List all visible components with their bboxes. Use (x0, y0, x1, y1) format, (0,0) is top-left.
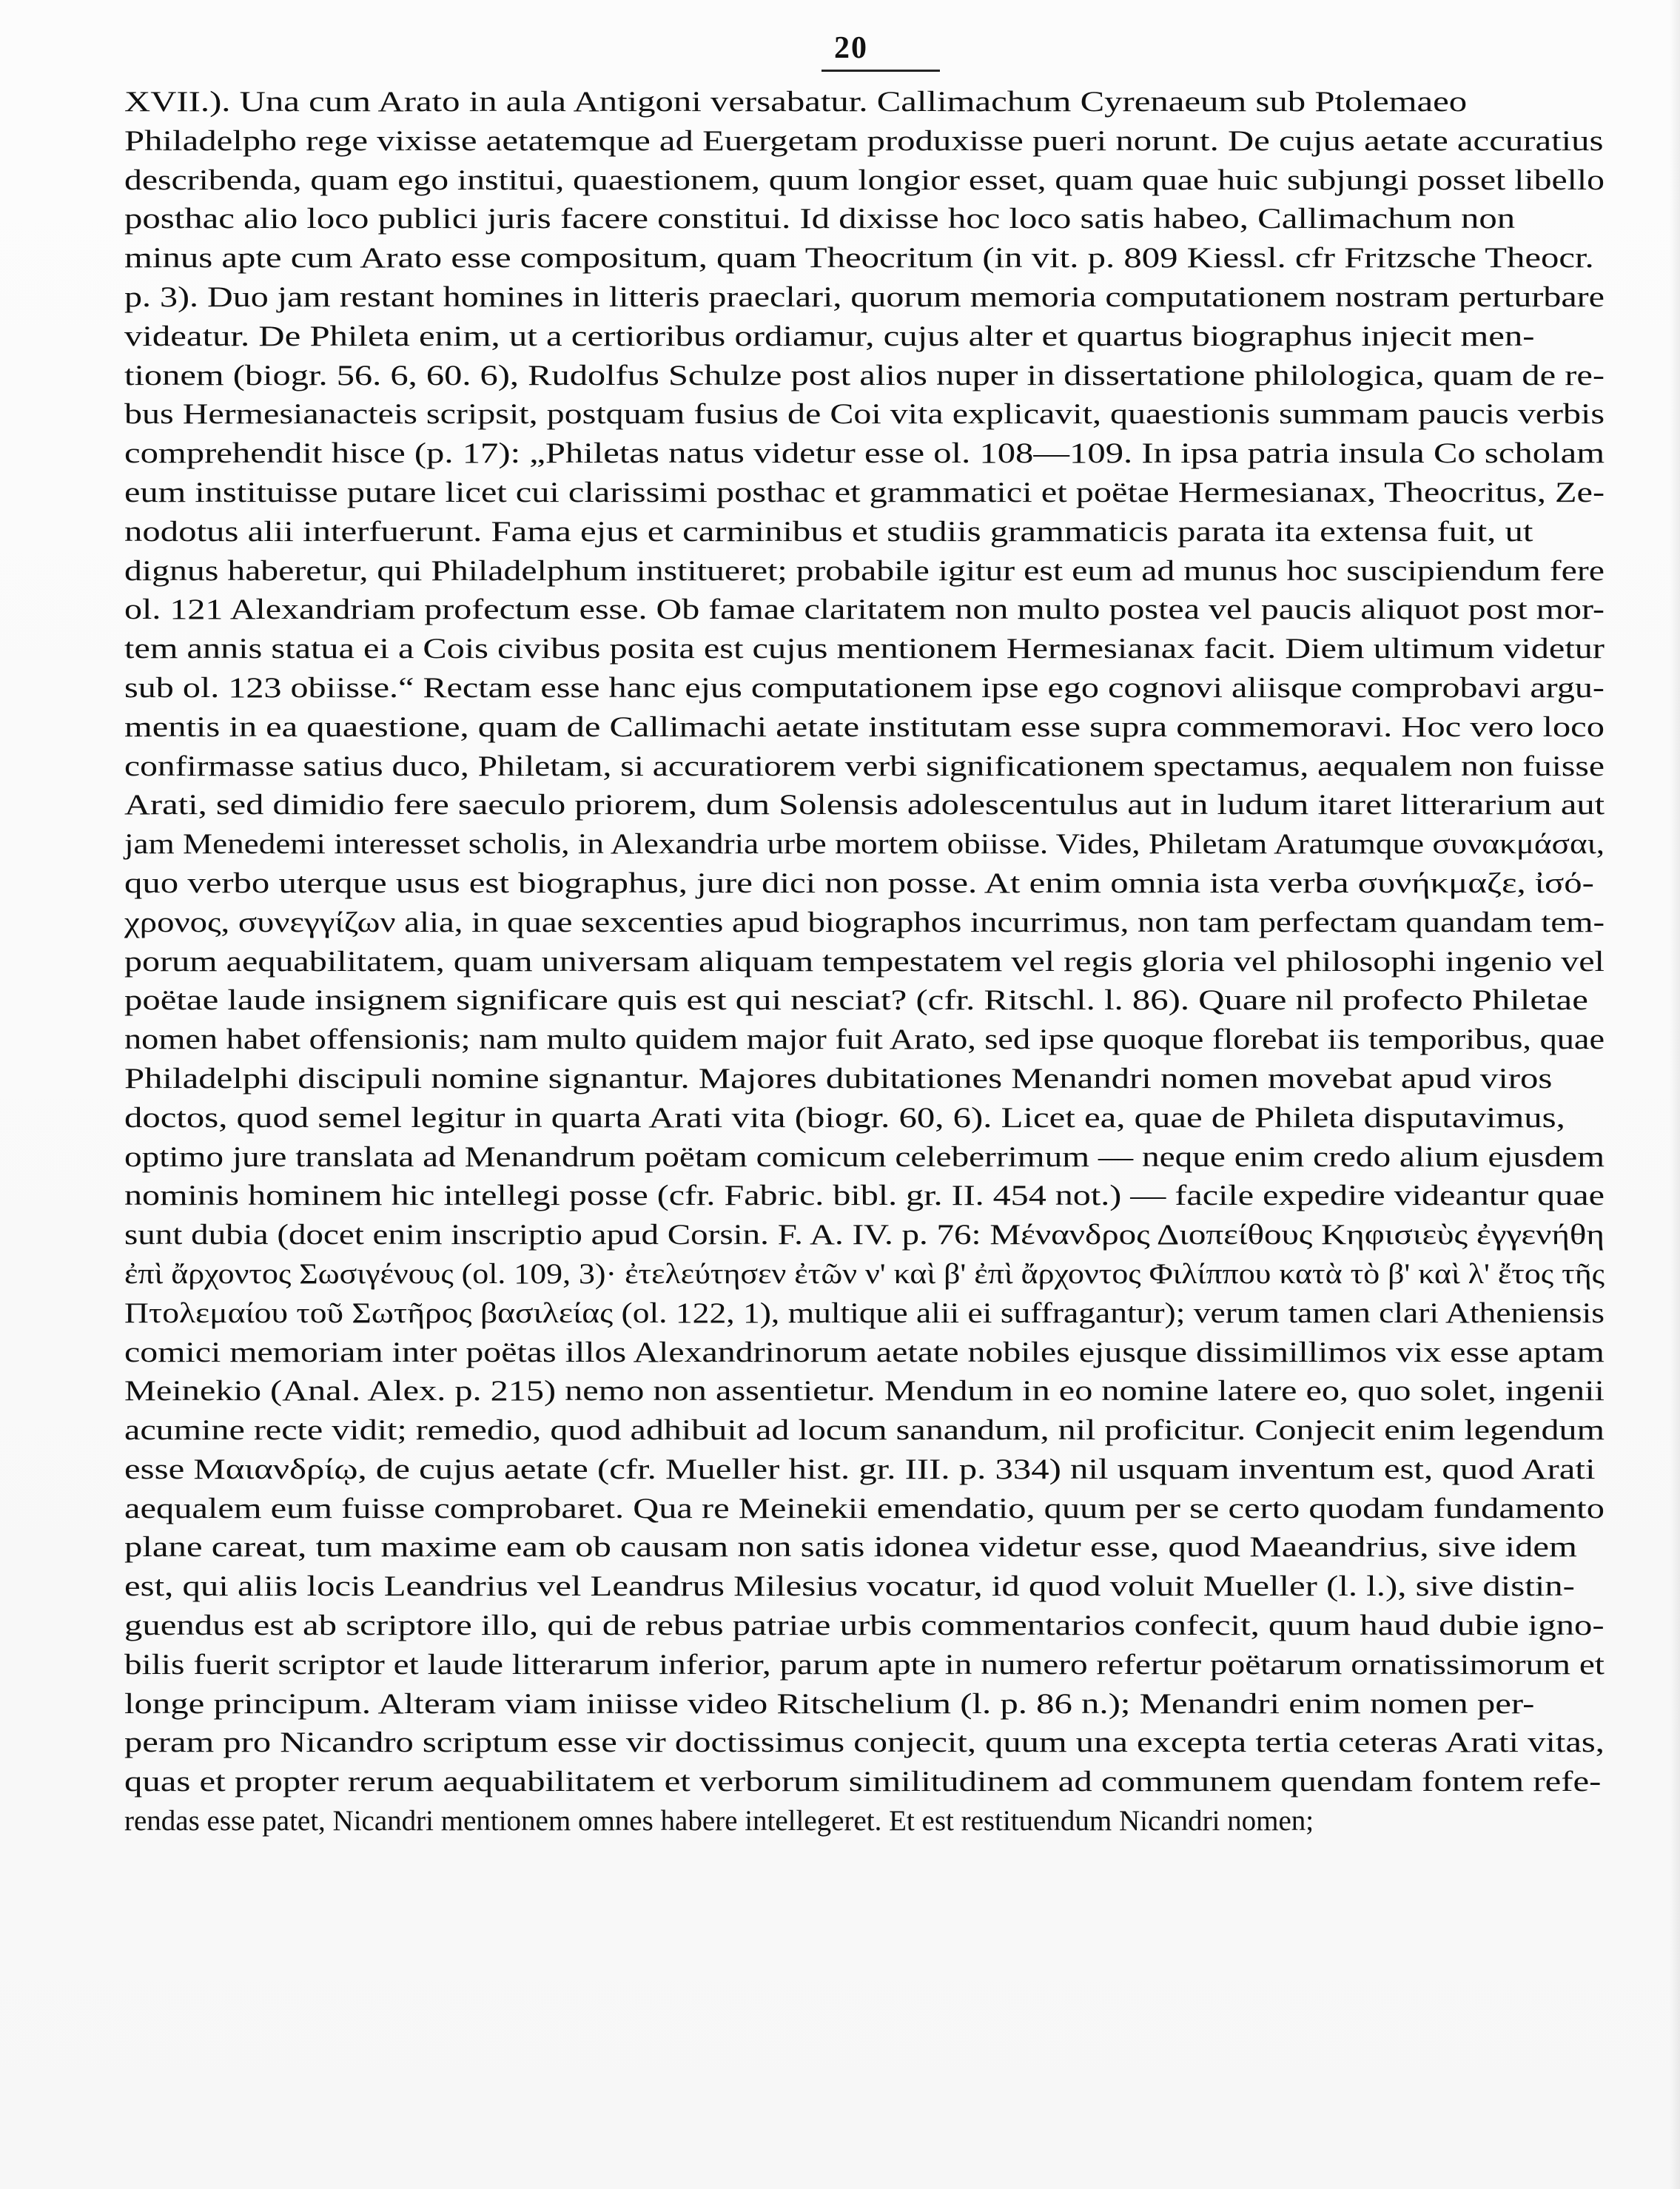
text-line-content: tionem (biogr. 56. 6, 60. 6), Rudolfus Schulze post alios nuper in dissertatione philologica, quam de re- (124, 359, 1605, 391)
text-line (124, 1060, 1619, 1099)
text-line (124, 786, 1619, 825)
text-line (124, 1685, 1619, 1724)
text-line-content: guendus est ab scriptore illo, qui de rebus patriae urbis commentarios confecit, quum haud dubie igno- (124, 1610, 1605, 1642)
text-line-content: porum aequabilitatem, quam universam aliquam tempestatem vel regis gloria vel philosophi ingenio vel (124, 945, 1605, 978)
text-line-content: sub ol. 123 obiisse.“ Rectam esse hanc ejus computationem ipse ego cognovi aliisque comprobavi argu- (124, 671, 1605, 704)
text-line (124, 981, 1619, 1020)
text-line-content: quo verbo uterque usus est biographus, jure dici non posse. At enim omnia ista verba συνήκμαζε, ἰσό- (124, 867, 1594, 899)
text-line-content: confirmasse satius duco, Philetam, si accuratiorem verbi significationem spectamus, aequalem non fuisse (124, 750, 1605, 782)
text-line (124, 434, 1619, 474)
text-line-content: mentis in ea quaestione, quam de Callimachi aetate institutam esse supra commemoravi. Hoc vero loco (124, 710, 1605, 743)
text-line-content: nodotus alii interfuerunt. Fama ejus et carminibus et studiis grammaticis parata ita extensa fuit, ut (124, 515, 1533, 548)
text-line-content: doctos, quod semel legitur in quarta Arati vita (biogr. 60, 6). Licet ea, quae de Phileta disputavimus, (124, 1101, 1565, 1134)
text-line-content: esse Μαιανδρίῳ, de cujus aetate (cfr. Mueller hist. gr. III. p. 334) nil usquam inventum est, quod Arati (124, 1453, 1596, 1485)
text-line-content: bus Hermesianacteis scripsit, postquam fusius de Coi vita explicavit, quaestionis summam paucis verbis (124, 398, 1605, 431)
text-line (124, 200, 1619, 239)
text-line-content: χρονος, συνεγγίζων alia, in quae sexcenties apud biographos incurrimus, non tam perfectam quandam tem- (124, 906, 1605, 938)
text-line-content: Meinekio (Anal. Alex. p. 215) nemo non assentietur. Mendum in eo nomine latere eo, quo solet, ingenii (124, 1375, 1605, 1408)
text-line-content: quas et propter rerum aequabilitatem et verborum similitudinem ad communem quendam fontem refe- (124, 1766, 1602, 1798)
text-line (124, 474, 1619, 513)
page-number: 20 (834, 31, 868, 65)
text-line (124, 1099, 1619, 1138)
text-line-content: Πτολεμαίου τοῦ Σωτῆρος βασιλείας (ol. 122, 1), multique alii ei suffragantur); verum tamen clari Atheniensis (124, 1297, 1605, 1329)
text-line (124, 161, 1619, 201)
text-line-content: XVII.). Una cum Arato in aula Antigoni versabatur. Callimachum Cyrenaeum sub Ptolemaeo (124, 86, 1468, 118)
text-line (124, 1138, 1619, 1177)
text-line-content: dignus haberetur, qui Philadelphum institueret; probabile igitur est eum ad munus hoc suscipiendum fere (124, 554, 1605, 587)
text-line-content: longe principum. Alteram viam iniisse video Ritschelium (l. p. 86 n.); Menandri enim nomen per- (124, 1687, 1535, 1720)
text-line-content: sunt dubia (docet enim inscriptio apud Corsin. F. A. IV. p. 76: Μένανδρος Διοπείθους Κηφισιεὺς ἐγγενήθη (124, 1219, 1605, 1251)
text-line-content: aequalem eum fuisse comprobaret. Qua re Meinekii emendatio, quum per se certo quodam fundamento (124, 1492, 1605, 1524)
text-line-content: p. 3). Duo jam restant homines in litteris praeclari, quorum memoria computationem nostram perturbare (124, 280, 1605, 313)
text-line (124, 1724, 1619, 1763)
text-line (124, 747, 1619, 787)
text-line-content: jam Menedemi interesset scholis, in Alexandria urbe mortem obiisse. Vides, Philetam Aratumque συνακμάσαι, (124, 828, 1605, 861)
text-line (124, 669, 1619, 708)
text-line (124, 630, 1619, 669)
text-line (124, 1646, 1619, 1685)
text-line-content: optimo jure translata ad Menandrum poëtam comicum celeberrimum — neque enim credo alium ejusdem (124, 1140, 1605, 1173)
text-line (124, 317, 1619, 357)
text-line-content: comprehendit hisce (p. 17): „Philetas natus videtur esse ol. 108—109. In ipsa patria insula Co scholam (124, 437, 1605, 470)
text-line (124, 1020, 1619, 1060)
text-line (124, 1255, 1619, 1294)
text-line (124, 552, 1619, 591)
text-line (124, 1490, 1619, 1529)
page-edge-shadow (1670, 0, 1680, 2189)
text-line (124, 278, 1619, 317)
text-line-content: peram pro Nicandro scriptum esse vir doctissimus conjecit, quum una excepta tertia ceteras Arati vitas, (124, 1726, 1605, 1759)
text-line (124, 357, 1619, 396)
text-line (124, 591, 1619, 630)
text-line-content: videatur. De Phileta enim, ut a certioribus ordiamur, cujus alter et quartus biographus injecit men- (124, 320, 1535, 352)
text-line-content: Philadelphi discipuli nomine signantur. Majores dubitationes Menandri nomen movebat apud viros (124, 1062, 1553, 1094)
text-line (124, 825, 1619, 864)
text-line-content: nomen habet offensionis; nam multo quidem major fuit Arato, sed ipse quoque florebat iis temporibus, quae (124, 1023, 1605, 1056)
text-line (124, 1450, 1619, 1490)
text-line (124, 864, 1619, 904)
text-line (124, 1294, 1619, 1334)
text-line (124, 904, 1619, 943)
text-line-content: minus apte cum Arato esse compositum, quam Theocritum (in vit. p. 809 Kiessl. cfr Fritzsche Theocr. (124, 242, 1594, 275)
text-line (124, 513, 1619, 552)
page-number-rule (821, 70, 940, 72)
text-line (124, 1177, 1619, 1216)
text-line-content: describenda, quam ego institui, quaestionem, quum longior esset, quam quae huic subjungi posset libello (124, 164, 1605, 196)
text-line-content: ἐπὶ ἄρχοντος Σωσιγένους (ol. 109, 3)· ἐτελεύτησεν ἐτῶν ν' καὶ β' ἐπὶ ἄρχοντος Φιλίππου κατὰ τὸ β' καὶ λ' ἔτος τῆς (124, 1257, 1605, 1290)
text-line (124, 1607, 1619, 1646)
text-line-content: nominis hominem hic intellegi posse (cfr. Fabric. bibl. gr. II. 454 not.) — facile expedire videantur quae (124, 1180, 1605, 1212)
text-line-content: plane careat, tum maxime eam ob causam non satis idonea videtur esse, quod Maeandrius, sive idem (124, 1531, 1577, 1564)
text-line-content: poëtae laude insignem significare quis est qui nesciat? (cfr. Ritschl. l. 86). Quare nil profecto Philetae (124, 984, 1588, 1017)
text-line (124, 1411, 1619, 1450)
text-line (124, 395, 1619, 434)
text-line-content: eum instituisse putare licet cui clarissimi posthac et grammatici et poëtae Hermesianax, Theocritus, Ze- (124, 476, 1605, 508)
text-line-content: comici memoriam inter poëtas illos Alexandrinorum aetate nobiles ejusque dissimillimos vix esse aptam (124, 1336, 1605, 1368)
text-line-content: Arati, sed dimidio fere saeculo priorem, dum Solensis adolescentulus aut in ludum itaret litterarium aut (124, 789, 1605, 821)
text-line (124, 1334, 1619, 1373)
text-line-content: tem annis statua ei a Cois civibus posita est cujus mentionem Hermesianax facit. Diem ultimum videtur (124, 633, 1605, 665)
text-line (124, 1763, 1619, 1802)
text-line-content: bilis fuerit scriptor et laude litterarum inferior, parum apte in numero refertur poëtarum ornatissimorum et (124, 1648, 1605, 1681)
text-line (124, 1802, 1619, 1841)
body-text (124, 83, 1619, 1841)
text-line-content: acumine recte vidit; remedio, quod adhibuit ad locum sanandum, nil proficitur. Conjecit enim legendum (124, 1414, 1605, 1447)
text-line (124, 943, 1619, 982)
text-line-content: Philadelpho rege vixisse aetatemque ad Euergetam produxisse pueri norunt. De cujus aetate accuratius (124, 124, 1604, 157)
text-line (124, 83, 1619, 122)
text-line (124, 1216, 1619, 1255)
text-line (124, 1372, 1619, 1411)
text-line (124, 708, 1619, 747)
text-line-content: posthac alio loco publici juris facere constitui. Id dixisse hoc loco satis habeo, Callimachum non (124, 203, 1516, 235)
text-line (124, 1567, 1619, 1607)
text-line-content: ol. 121 Alexandriam profectum esse. Ob famae claritatem non multo postea vel paucis aliquot post mor- (124, 594, 1605, 626)
text-line (124, 122, 1619, 161)
text-line-content: rendas esse patet, Nicandri mentionem omnes habere intellegeret. Et est restituendum Nicandri nomen; (124, 1805, 1314, 1837)
text-line-content: est, qui aliis locis Leandrius vel Leandrus Milesius vocatur, id quod voluit Mueller (l. l.), sive distin- (124, 1570, 1575, 1603)
text-line (124, 239, 1619, 278)
text-line (124, 1528, 1619, 1567)
